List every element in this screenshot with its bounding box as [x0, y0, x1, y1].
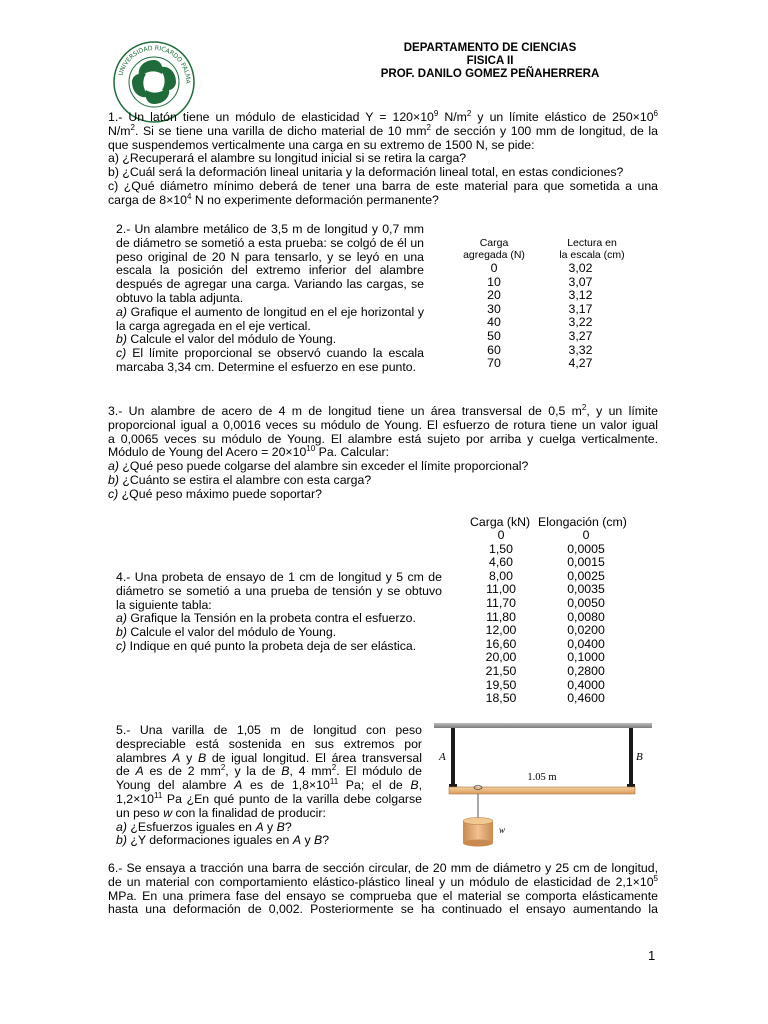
problem-4: 4.- Una probeta de ensayo de 1 cm de longitud y 5 cm de diámetro se sometió a una prueba de tensión y se obtuvo la siguiente tabla: a) Grafique la Tensión en la probeta contra el esfuerzo. b) Calcule el valor del módulo de Young. c) Indique en qué punto la probeta deja de ser elástica. [116, 570, 442, 653]
table-row [470, 611, 640, 625]
problem-4-c: c) Indique en qué punto la probeta deja de ser elástica. [116, 638, 417, 653]
reading-cell: 0,0025 [567, 568, 605, 583]
load-cell: 4,60 [489, 555, 513, 570]
table-header-elongation: Elongación (cm) [538, 515, 627, 529]
weight [463, 818, 493, 847]
table-row [470, 556, 640, 570]
table-header-load: Carga [479, 237, 509, 249]
load-cell: 11,80 [486, 609, 516, 624]
problem-2-c: c) El límite proporcional se observó cuando la escala marcaba 3,34 cm. Determine el esfuerzo en ese punto. [116, 346, 424, 374]
label-b: B [636, 751, 643, 763]
header-professor: PROF. DANILO GOMEZ PEÑAHERRERA [380, 68, 600, 80]
table-row [458, 289, 631, 303]
ceiling [434, 723, 652, 728]
reading-cell: 3,02 [568, 261, 593, 275]
reading-cell: 3,12 [568, 288, 593, 303]
label-a: A [439, 751, 446, 763]
reading-cell: 0,1000 [567, 650, 605, 665]
reading-cell: 0,0080 [567, 609, 605, 624]
load-cell: 60 [487, 342, 501, 357]
reading-cell: 0,0400 [567, 636, 605, 651]
table-row [470, 597, 640, 611]
header-department: DEPARTAMENTO DE CIENCIAS [403, 42, 577, 54]
logo-text: UNIVERSIDAD RICARDO PALMA [117, 44, 192, 84]
problem-3-b: b) ¿Cuánto se estira el alambre con esta carga? [108, 472, 372, 487]
problem-1-b: b) ¿Cuál será la deformación lineal unitaria y la deformación lineal total, en estas condiciones? [108, 165, 624, 180]
load-cell: 10 [487, 274, 501, 289]
reading-cell: 4,27 [568, 356, 593, 371]
load-cell: 0 [497, 528, 505, 542]
table-header-load-kn: Carga (kN) [470, 515, 531, 529]
problem-3: 3.- Un alambre de acero de 4 m de longitud tiene un área transversal de 0,5 $m^2$, y un límite proporcional igual a 0,0016 veces su módulo de Young. El esfuerzo de rotura tiene un valor igual a 0,0065 veces su módulo de Young. El alambre está sujeto por arriba y cuelga verticalmente. Módulo de Young del Acero = $20\times 10^{10}$ Pa. Calcular: a) ¿Qué peso puede colgarse del alambre sin exceder el límite proporcional? b) ¿Cuánto se estira el alambre con esta carga? c) ¿Qué peso máximo puede soportar? [108, 403, 658, 501]
reading-cell: 0,4000 [567, 677, 605, 692]
reading-cell: 3,17 [568, 301, 593, 316]
table-row [470, 570, 640, 584]
length-label: 1.05 m [527, 772, 557, 783]
problem-5-b: b) ¿Y deformaciones iguales en A y B? [116, 833, 330, 848]
table-row [458, 344, 631, 358]
problem-3-c: c) ¿Qué peso máximo puede soportar? [108, 486, 322, 501]
table-row [458, 303, 631, 317]
problem-2: 2.- Un alambre metálico de 3,5 m de longitud y 0,7 mm de diámetro se sometió a esta prueba: se colgó de él un peso original de 20 N para tensarlo, y se leyó en una escala la posición del extremo inferior del alambre después de agregar una carga. Variando las cargas, se obtuvo la tabla adjunta. a) Grafique el aumento de longitud en el eje horizontal y la carga agregada en el eje vertical. b) Calcule el valor del módulo de Young. c) El límite proporcional se observó cuando la escala marcaba 3,34 cm. Determine el esfuerzo en ese punto. [116, 222, 424, 374]
wire-a [451, 728, 455, 787]
load-cell: 8,00 [489, 568, 513, 583]
table-row [470, 638, 640, 652]
problem-4-b: b) Calcule el valor del módulo de Young. [116, 625, 337, 640]
load-cell: 19,50 [485, 677, 517, 692]
reading-cell: 0,0050 [567, 595, 605, 610]
rod [449, 787, 635, 794]
load-cell: 11,00 [486, 582, 516, 597]
load-cell: 1,50 [489, 541, 513, 556]
table-row [470, 583, 640, 597]
table-row [470, 543, 640, 557]
reading-cell: 0,0005 [567, 541, 605, 556]
problem-2-a: a) Grafique el aumento de longitud en el eje horizontal y la carga agregada en el eje vertical. [116, 304, 424, 333]
reading-cell: 3,22 [568, 315, 593, 330]
table-row [470, 665, 640, 679]
problem-1-c: c) ¿Qué diámetro mínimo deberá de tener una barra de este material para que sometida a una [108, 178, 658, 193]
load-cell: 0 [490, 261, 498, 275]
load-cell: 11,70 [486, 595, 516, 610]
reading-cell: 3,32 [568, 342, 593, 357]
table-row [458, 262, 631, 276]
table-row [470, 692, 640, 706]
table-row [458, 330, 631, 344]
reading-cell: 0,4600 [567, 691, 605, 706]
load-cell: 12,00 [485, 623, 517, 638]
reading-cell: 0 [582, 528, 590, 542]
table-row [470, 679, 640, 693]
table-row [458, 316, 631, 330]
table-row [470, 651, 640, 665]
weight-label: w [499, 825, 506, 835]
load-cell: 20 [487, 288, 501, 303]
problem-6: 6.- Se ensaya a tracción una barra de sección circular, de 20 mm de diámetro y 25 cm de longitud, de un material con comportamiento elástico-plástico lineal y un módulo de elasticidad de $2,1\times 10^5$ MPa. En una primera fase del ensayo se comprueba que el material se comporta elásticamente hasta una deformación de 0,002. Posteriormente se ha continuado el ensayo aumentando la [108, 861, 658, 917]
load-cell: 21,50 [485, 663, 517, 678]
table-row [470, 529, 640, 543]
problem-5: 5.- Una varilla de 1,05 m de longitud con peso despreciable está sostenida en sus extremos por alambres A y B de igual longitud. El área transversal de A es de 2 $mm^2$, y la de B, 4 $mm^2$. El módulo de Young del alambre A es de $1,8\times 10^{11}$ Pa; el de B, $1,2\times 10^{11}$ Pa ¿En qué punto de la varilla debe colgarse un peso w con la finalidad de producir: a) ¿Esfuerzos iguales en A y B? b) ¿Y deformaciones iguales en A y B? [116, 723, 423, 848]
reading-cell: 0,0200 [567, 623, 605, 638]
table-row [470, 624, 640, 638]
load-cell: 16,60 [485, 636, 517, 651]
load-cell: 18,50 [485, 691, 517, 706]
problem-5-a: a) ¿Esfuerzos iguales en A y B? [116, 819, 292, 834]
problem-2-b: b) Calcule el valor del módulo de Young. [116, 332, 337, 347]
load-cell: 70 [487, 356, 501, 371]
reading-cell: 0,0035 [567, 582, 605, 597]
reading-cell: 3,27 [568, 328, 593, 343]
reading-cell: 0,2800 [567, 663, 605, 678]
table-row [458, 276, 631, 290]
table-header-reading: Lectura en [567, 237, 617, 249]
load-cell: 50 [487, 328, 501, 343]
table-row [458, 357, 631, 371]
problem-1-a: a) ¿Recuperará el alambre su longitud inicial si se retira la carga? [108, 151, 467, 166]
reading-cell: 0,0015 [567, 555, 605, 570]
wire-b [629, 728, 633, 787]
load-cell: 40 [487, 315, 501, 330]
header-course: FISICA II [466, 55, 514, 67]
problem-3-a: a) ¿Qué peso puede colgarse del alambre sin exceder el límite proporcional? [108, 459, 529, 474]
load-cell: 30 [487, 301, 501, 316]
reading-cell: 3,07 [568, 274, 593, 289]
rod-figure [432, 720, 654, 850]
problem-4-a: a) Grafique la Tensión en la probeta contra el esfuerzo. [116, 611, 416, 626]
page-number: 1 [648, 948, 656, 963]
problem-1: 1.- Un latón tiene un módulo de elasticidad $Y = 120\times 10^9$ $N/m^2$ y un límite elástico de $250\times 10^6$ $N/m^2$. Si se tiene una varilla de dicho material de 10 $mm^2$ de sección y 100 mm de longitud, de la que suspendemos verticalmente una carga en su extremo de 1500 N, se pide: a) ¿Recuperará el alambre su longitud inicial si se retira la carga? b) ¿Cuál será la deformación lineal unitaria y la deformación lineal total, en estas condiciones? c) ¿Qué diámetro mínimo deberá de tener una barra de este material para que sometida a una carga de $8\times 10^4$ N no experimente deformación permanente? [108, 109, 658, 207]
load-cell: 20,00 [485, 650, 517, 665]
